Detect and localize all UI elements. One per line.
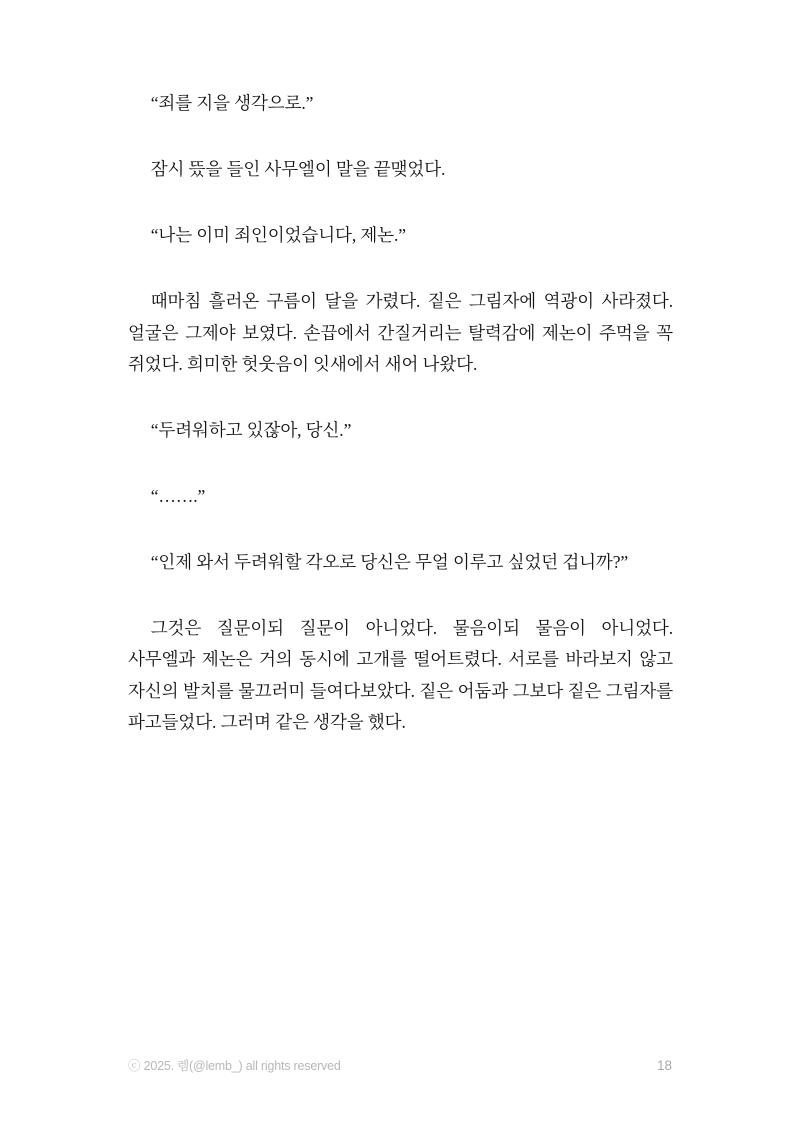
paragraph: “죄를 지을 생각으로.” [150, 93, 314, 113]
paragraph: “…….” [150, 485, 206, 506]
body-text [128, 88, 673, 738]
page-footer [128, 1056, 672, 1074]
copyright-notice: ⓒ 2025. 렘(@lemb_) all rights reserved [128, 1059, 341, 1073]
paragraph: 잠시 뜼을 들인 사무엘이 말을 끝맺었다. [150, 159, 446, 180]
paragraph: 때마침 흘러온 구름이 달을 가렸다. 짙은 그림자에 역광이 사라졌다. 얼굴은 그제야 보였다. 손끕에서 간질거리는 탈력감에 제논이 주먹을 꼭 쥐었다. 희미한 헛웃음이 잇새에서 새어 나왔다. [128, 291, 673, 374]
paragraph: “나는 이미 죄인이었습니다, 제논.” [150, 225, 406, 246]
paragraph: “인제 와서 두려워할 각오로 당신은 무얼 이루고 싶었던 겁니까?” [150, 552, 629, 573]
page-number: 18 [656, 1058, 672, 1073]
paragraph: 그것은 질문이되 질문이 아니었다. 물음이되 물음이 아니었다. 사무엘과 제논은 거의 동시에 고개를 떨어트렸다. 서로를 바라보지 않고 자신의 발치를 물끄러미 들여다보았다. 짙은 어둠과 그보다 짙은 그림자를 파고들었다. 그러며 같은 생각을 했다. [128, 618, 673, 732]
paragraph: “두려워하고 있잖아, 당신.” [150, 419, 352, 440]
